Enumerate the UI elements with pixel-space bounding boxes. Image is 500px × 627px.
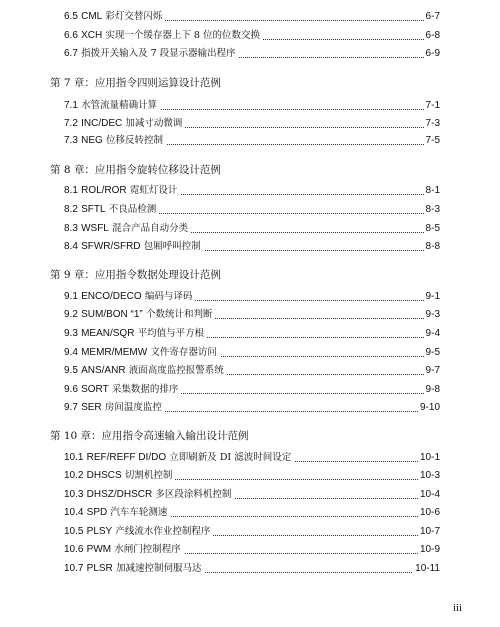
section-title: 多区段涂料机控制	[155, 489, 232, 500]
instruction-name: DHSZ/DHSCR	[86, 489, 153, 500]
instruction-name: DHSCS	[86, 470, 122, 481]
page-number: 10-3	[419, 470, 440, 481]
section-number: 7.2	[64, 118, 78, 129]
toc-entry-7-2[interactable]	[64, 117, 440, 131]
section-title: 个数统计和判断	[145, 309, 213, 320]
page-number: 9-8	[425, 384, 440, 395]
page-number: 10-9	[419, 544, 440, 555]
page-number: 10-7	[419, 526, 440, 537]
section-number: 7.1	[64, 100, 78, 111]
chapter-heading-7: 第 7 章：应用指令四则运算设计范例	[50, 77, 221, 89]
instruction-name: SORT	[81, 384, 109, 395]
section-title: 位移反转控制	[105, 135, 163, 146]
section-title: 加减寸动微调	[125, 118, 183, 129]
section-title: 切割机控制	[124, 470, 173, 481]
section-title: 产线流水作业控制程序	[115, 526, 211, 537]
toc-entry-6-7[interactable]	[64, 47, 440, 61]
page-number: 7-5	[425, 135, 440, 146]
instruction-name: NEG	[81, 135, 103, 146]
instruction-name: ROL/ROR	[81, 185, 127, 196]
instruction-name: SUM/BON “1”	[81, 309, 143, 320]
toc-entry-8-4[interactable]	[64, 240, 440, 254]
section-title: 混合产品自动分类	[112, 223, 189, 234]
toc-entry-9-1[interactable]	[64, 290, 440, 304]
section-number: 7.3	[64, 135, 78, 146]
page-number: 10-6	[419, 507, 440, 518]
toc-entry-10-4[interactable]	[64, 506, 440, 520]
section-title: 平均值与平方根	[137, 328, 205, 339]
section-title: 编码与译码	[144, 291, 193, 302]
section-number: 9.7	[64, 402, 78, 413]
page-number: 8-5	[425, 223, 440, 234]
page-number: 8-1	[425, 185, 440, 196]
section-title: 采集数据的排序	[111, 384, 179, 395]
section-number: 8.1	[64, 185, 78, 196]
section-number: 10.4	[64, 507, 84, 518]
toc-entry-9-3[interactable]	[64, 327, 440, 341]
toc-entry-8-2[interactable]	[64, 203, 440, 217]
section-number: 9.6	[64, 384, 78, 395]
instruction-name: PLSY	[86, 526, 113, 537]
page-number: 6-7	[425, 11, 440, 22]
toc-entry-10-6[interactable]	[64, 543, 440, 557]
section-title: 房间温度监控	[104, 402, 162, 413]
toc-entry-9-6[interactable]	[64, 383, 440, 397]
section-number: 10.5	[64, 526, 84, 537]
section-title: 文件寄存器访问	[150, 347, 217, 358]
section-number: 10.2	[64, 470, 84, 481]
toc-entry-9-7[interactable]	[64, 401, 440, 415]
section-number: 9.1	[64, 291, 78, 302]
instruction-name: REF/REFF DI/DO	[86, 452, 167, 463]
page-number: 9-5	[425, 347, 440, 358]
section-title: 指拨开关输入及 7 段显示器输出程序	[81, 48, 236, 59]
section-title: 彩灯交替闪烁	[105, 11, 163, 22]
page-number: 8-3	[425, 204, 440, 215]
instruction-name: ENCO/DECO	[81, 291, 142, 302]
toc-entry-9-5[interactable]	[64, 364, 440, 378]
section-number: 10.3	[64, 489, 84, 500]
page-number: 6-8	[425, 30, 440, 41]
page-number: 7-3	[425, 118, 440, 129]
page-number: 9-4	[425, 328, 440, 339]
section-title: 汽车车轮测速	[110, 507, 168, 518]
page-number: 10-11	[415, 563, 440, 574]
section-number: 8.3	[64, 223, 78, 234]
toc-entry-9-4[interactable]	[64, 346, 440, 360]
instruction-name: SFWR/SFRD	[81, 241, 141, 252]
instruction-name: ANS/ANR	[81, 365, 126, 376]
toc-entry-10-3[interactable]	[64, 488, 440, 502]
toc-entry-10-5[interactable]	[64, 525, 440, 539]
toc-entry-7-3[interactable]	[64, 134, 440, 148]
instruction-name: SER	[81, 402, 102, 413]
section-title: 液面高度监控报警系统	[128, 365, 224, 376]
section-title: 霓虹灯设计	[129, 185, 178, 196]
toc-entry-8-1[interactable]	[64, 184, 440, 198]
section-number: 9.4	[64, 347, 78, 358]
page-number: 10-1	[419, 452, 440, 463]
instruction-name: MEAN/SQR	[81, 328, 135, 339]
page-number: 9-3	[425, 309, 440, 320]
section-number: 6.5	[64, 11, 78, 22]
instruction-name: PLSR	[86, 563, 113, 574]
instruction-name: CML	[81, 11, 103, 22]
section-number: 9.3	[64, 328, 78, 339]
section-title: 包厢呼叫控制	[143, 241, 201, 252]
toc-entry-10-2[interactable]	[64, 469, 440, 483]
instruction-name: SPD	[86, 507, 108, 518]
section-number: 6.7	[64, 48, 78, 59]
page-number: 6-9	[425, 48, 440, 59]
page-number: 9-1	[425, 291, 440, 302]
toc-entry-7-1[interactable]	[64, 99, 440, 113]
section-title: 不良品检测	[108, 204, 157, 215]
section-number: 6.6	[64, 30, 78, 41]
instruction-name: XCH	[81, 30, 103, 41]
instruction-name: MEMR/MEMW	[81, 347, 148, 358]
page-number: 9-7	[425, 365, 440, 376]
page-footer-numeral: iii	[452, 602, 462, 614]
toc-entry-8-3[interactable]	[64, 222, 440, 236]
section-title: 立即刷新及 DI 滤波时间设定	[169, 452, 292, 463]
section-number: 10.1	[64, 452, 84, 463]
toc-entry-9-2[interactable]	[64, 308, 440, 322]
section-number: 9.2	[64, 309, 78, 320]
toc-entry-10-1[interactable]	[64, 451, 440, 465]
page-number: 7-1	[425, 100, 440, 111]
instruction-name: SFTL	[81, 204, 106, 215]
section-number: 10.6	[64, 544, 84, 555]
toc-entry-10-7[interactable]	[64, 562, 440, 576]
section-number: 9.5	[64, 365, 78, 376]
chapter-heading-8: 第 8 章：应用指令旋转位移设计范例	[50, 164, 221, 176]
instruction-name: PWM	[86, 544, 112, 555]
instruction-name: WSFL	[81, 223, 109, 234]
section-title: 实现一个缓存器上下 8 位的位数交换	[105, 30, 260, 41]
section-number: 8.4	[64, 241, 78, 252]
section-number: 10.7	[64, 563, 84, 574]
section-title: 水闸门控制程序	[114, 544, 181, 555]
chapter-heading-10: 第 10 章：应用指令高速输入输出设计范例	[50, 430, 249, 442]
instruction-name: INC/DEC	[81, 118, 123, 129]
page-number: 8-8	[425, 241, 440, 252]
section-title: 加减速控制伺服马达	[115, 563, 202, 574]
section-title: 水管流量精确计算	[81, 100, 158, 111]
page-number: 10-4	[419, 489, 440, 500]
chapter-heading-9: 第 9 章：应用指令数据处理设计范例	[50, 269, 221, 281]
page-number: 9-10	[419, 402, 440, 413]
toc-entry-6-6[interactable]	[64, 29, 440, 43]
toc-entry-6-5[interactable]	[64, 10, 440, 24]
section-number: 8.2	[64, 204, 78, 215]
